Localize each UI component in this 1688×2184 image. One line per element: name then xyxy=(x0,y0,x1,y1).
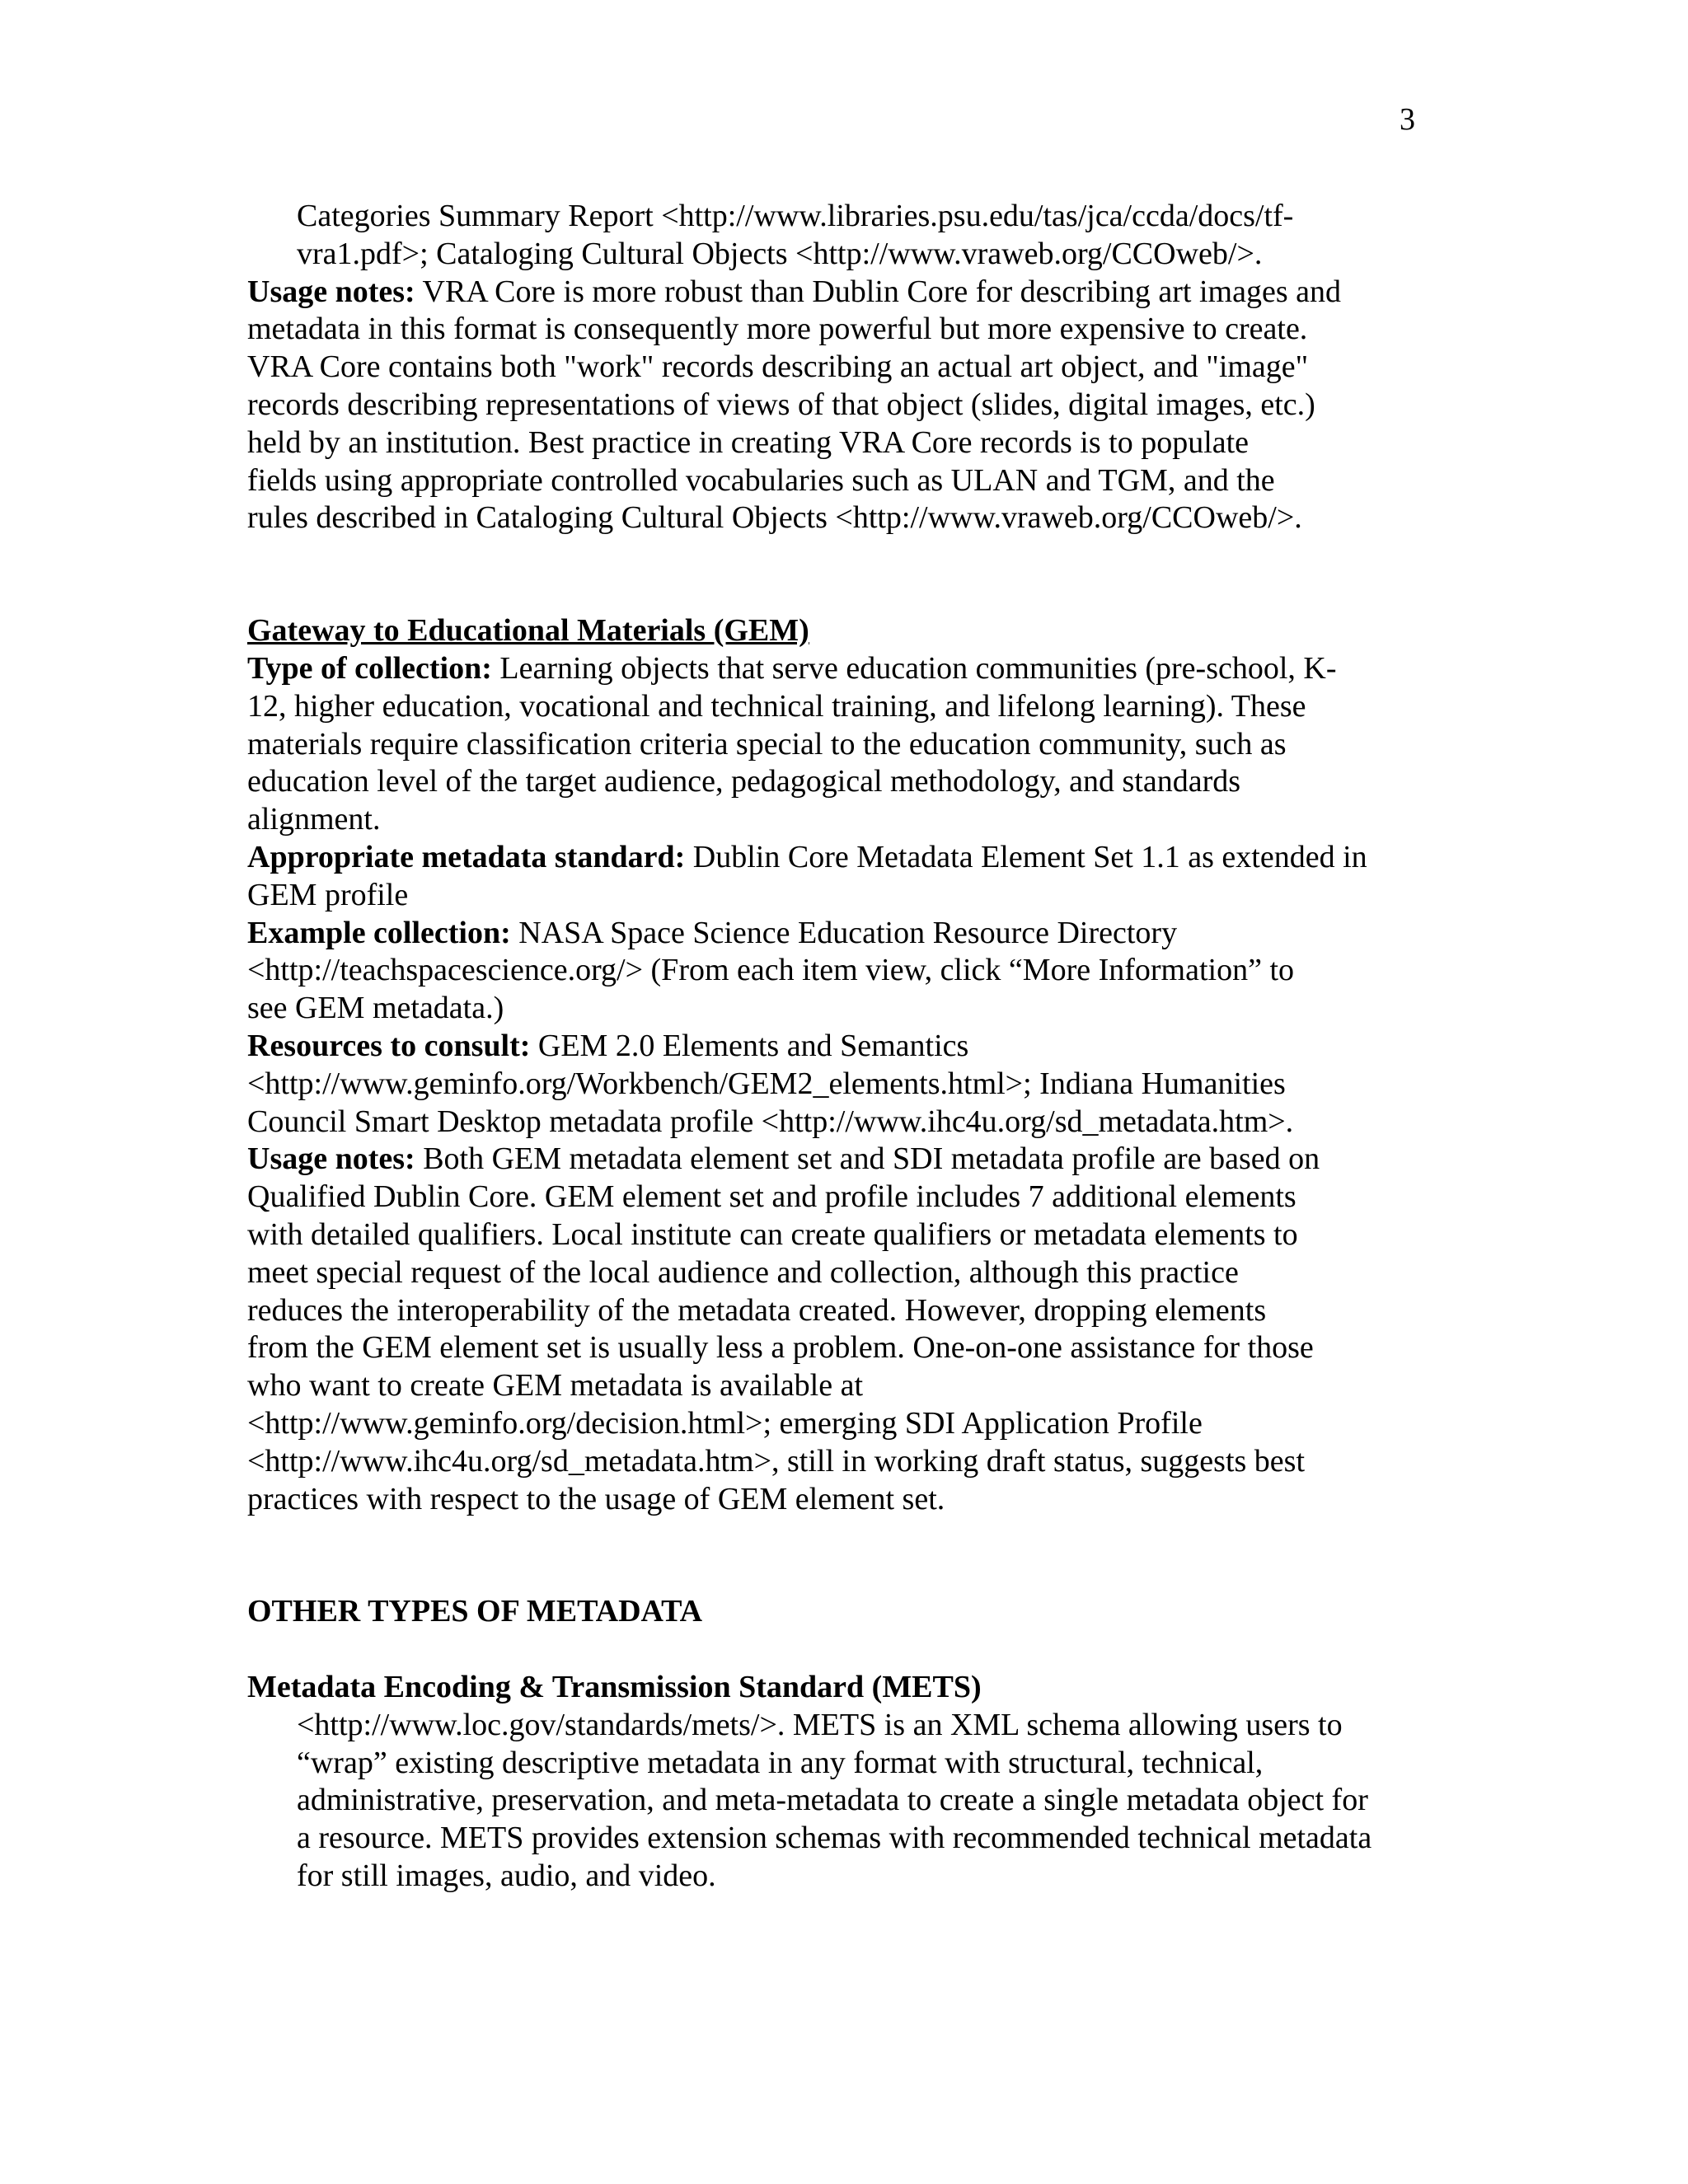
text-line: 12, higher education, vocational and technical training, and lifelong learning). These xyxy=(247,688,1306,724)
text-line: NASA Space Science Education Resource Directory xyxy=(510,915,1178,950)
field-label: Usage notes: xyxy=(247,274,415,309)
text-line: <http://www.geminfo.org/Workbench/GEM2_elements.html>; Indiana Humanities xyxy=(247,1066,1286,1101)
text-line: from the GEM element set is usually less a problem. One-on-one assistance for those xyxy=(247,1330,1314,1366)
text-line: “wrap” existing descriptive metadata in any format with structural, technical, xyxy=(297,1745,1264,1780)
field-label: Example collection: xyxy=(247,915,511,950)
gem-example-collection xyxy=(247,915,1434,1028)
text-line: fields using appropriate controlled vocabularies such as ULAN and TGM, and the xyxy=(247,462,1275,498)
text-line: for still images, audio, and video. xyxy=(297,1858,716,1894)
page-number: 3 xyxy=(1400,102,1415,137)
text-line: Both GEM metadata element set and SDI metadata profile are based on xyxy=(415,1141,1320,1177)
gem-usage-notes xyxy=(247,1141,1434,1518)
vra-resources-continuation xyxy=(247,198,1434,274)
text-line: vra1.pdf>; Cataloging Cultural Objects <http://www.vraweb.org/CCOweb/>. xyxy=(297,236,1263,271)
field-label: Appropriate metadata standard: xyxy=(247,839,686,874)
text-line: practices with respect to the usage of GEM element set. xyxy=(247,1481,945,1516)
text-line: <http://www.loc.gov/standards/mets/>. METS is an XML schema allowing users to xyxy=(297,1707,1343,1742)
text-line: reduces the interoperability of the metadata created. However, dropping elements xyxy=(247,1292,1267,1328)
text-line: see GEM metadata.) xyxy=(247,991,504,1026)
text-line: administrative, preservation, and meta-metadata to create a single metadata object for xyxy=(297,1783,1368,1818)
text-line: Learning objects that serve education communities (pre-school, K- xyxy=(491,650,1337,686)
mets-heading: Metadata Encoding & Transmission Standard (METS) xyxy=(247,1670,982,1705)
text-line: education level of the target audience, pedagogical methodology, and standards xyxy=(247,764,1241,799)
field-label: Resources to consult: xyxy=(247,1028,531,1063)
text-line: <http://www.geminfo.org/decision.html>; emerging SDI Application Profile xyxy=(247,1405,1203,1441)
text-line: meet special request of the local audience and collection, although this practice xyxy=(247,1254,1239,1290)
gem-heading: Gateway to Educational Materials (GEM) xyxy=(247,613,809,649)
text-line: materials require classification criteria special to the education community, such as xyxy=(247,726,1287,762)
text-line: GEM profile xyxy=(247,877,409,912)
field-label: Usage notes: xyxy=(247,1141,415,1177)
text-line: <http://www.ihc4u.org/sd_metadata.htm>, still in working draft status, suggests best xyxy=(247,1443,1306,1479)
document-body xyxy=(247,198,1434,1896)
text-line: rules described in Cataloging Cultural Objects <http://www.vraweb.org/CCOweb/>. xyxy=(247,500,1302,536)
other-types-heading: OTHER TYPES OF METADATA xyxy=(247,1594,703,1629)
text-line: <http://teachspacescience.org/> (From each item view, click “More Information” to xyxy=(247,953,1295,988)
text-line: Categories Summary Report <http://www.libraries.psu.edu/tas/jca/ccda/docs/tf- xyxy=(297,199,1294,233)
text-line: metadata in this format is consequently more powerful but more expensive to create. xyxy=(247,312,1308,347)
text-line: who want to create GEM metadata is available at xyxy=(247,1368,864,1404)
text-line: a resource. METS provides extension schemas with recommended technical metadata xyxy=(297,1821,1372,1856)
text-line: Dublin Core Metadata Element Set 1.1 as extended in xyxy=(685,839,1367,874)
field-label: Type of collection: xyxy=(247,650,492,686)
gem-resources-to-consult xyxy=(247,1028,1434,1141)
text-line: alignment. xyxy=(247,802,381,837)
vra-usage-notes xyxy=(247,274,1434,538)
gem-metadata-standard xyxy=(247,839,1434,915)
text-line: Qualified Dublin Core. GEM element set and profile includes 7 additional elements xyxy=(247,1179,1296,1215)
mets-description xyxy=(247,1707,1434,1896)
text-line: with detailed qualifiers. Local institute can create qualifiers or metadata elements to xyxy=(247,1216,1298,1252)
text-line: held by an institution. Best practice in creating VRA Core records is to populate xyxy=(247,424,1250,460)
text-line: records describing representations of views of that object (slides, digital images, etc.) xyxy=(247,387,1315,422)
text-line: VRA Core contains both "work" records describing an actual art object, and "image" xyxy=(247,349,1309,385)
gem-type-of-collection xyxy=(247,650,1434,839)
text-line: VRA Core is more robust than Dublin Core for describing art images and xyxy=(415,274,1341,309)
text-line: GEM 2.0 Elements and Semantics xyxy=(530,1028,969,1063)
text-line: Council Smart Desktop metadata profile <http://www.ihc4u.org/sd_metadata.htm>. xyxy=(247,1104,1294,1139)
